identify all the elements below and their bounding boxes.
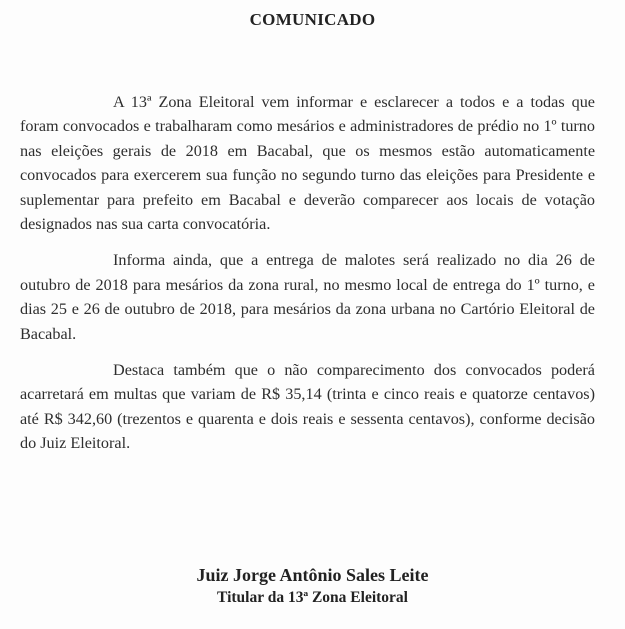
paragraph-2: Informa ainda, que a entrega de malotes será realizado no dia 26 de outubro de 2018 para mesários da zona rural, no mesmo local de entrega do 1º turno, e dias 25 e 26 de outubro de 2018, para mesários da zona urbana no Cartório Eleitoral de Bacabal. — [20, 251, 595, 343]
paragraph-3: Destaca também que o não comparecimento dos convocados poderá acarretará em multas que variam de R$ 35,14 (trinta e cinco reais e quatorze centavos) até R$ 342,60 (trezentos e quarenta e dois reais e sessenta centavos), conforme decisão do Juiz Eleitoral. — [20, 361, 595, 453]
paragraph-1: A 13ª Zona Eleitoral vem informar e esclarecer a todos e a todas que foram convocados e trabalharam como mesários e administradores de prédio no 1º turno nas eleições gerais de 2018 em Bacabal, que os mesmos estão automaticamente convocados para exercerem sua função no segundo turno das eleições para Presidente e suplementar para prefeito em Bacabal e deverão comparecer aos locais de votação designados nas sua carta convocatória. — [20, 93, 595, 234]
document-body — [20, 90, 595, 456]
signature-name: Juiz Jorge Antônio Sales Leite — [196, 565, 429, 585]
signature-role: Titular da 13ª Zona Eleitoral — [217, 589, 408, 606]
document-title: COMUNICADO — [249, 10, 376, 29]
